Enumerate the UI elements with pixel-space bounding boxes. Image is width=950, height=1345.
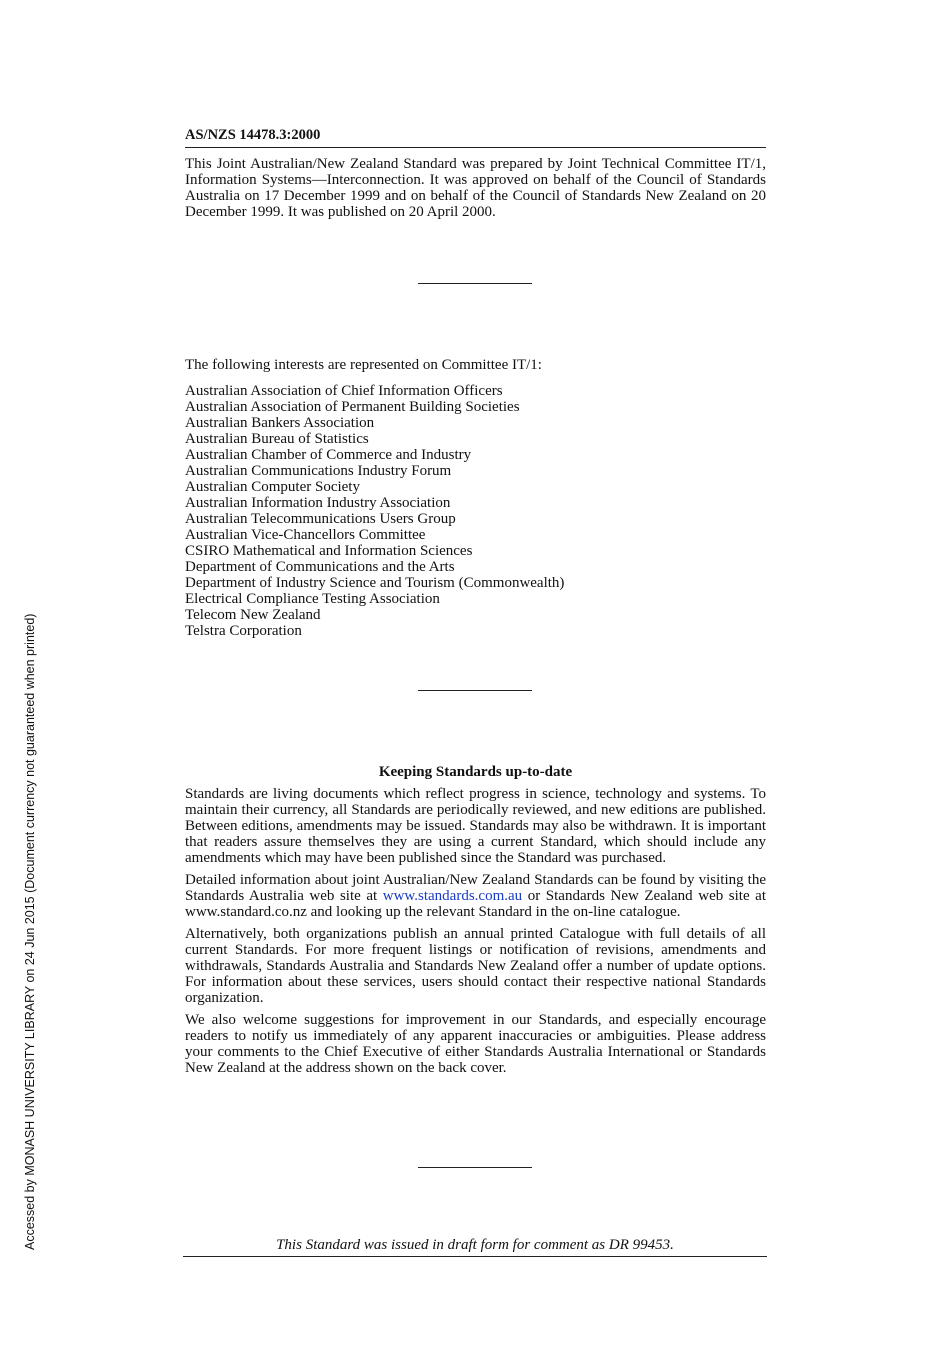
- committee-member: Telecom New Zealand: [185, 607, 321, 623]
- paragraph-suggestions: We also welcome suggestions for improvement in our Standards, and especially encourage readers to notify us immediately of any apparent inaccuracies or ambiguities. Please address your comments to the Chief Executive of either Standards Australia International or Standards New Zealand at the address shown on the back cover.: [185, 1012, 766, 1076]
- committee-member: CSIRO Mathematical and Information Sciences: [185, 543, 473, 559]
- committee-section: [185, 357, 766, 639]
- committee-member-list: [185, 383, 766, 639]
- committee-member: Australian Chamber of Commerce and Industry: [185, 447, 472, 463]
- approval-section: [185, 156, 766, 220]
- committee-member: Australian Bankers Association: [185, 415, 375, 431]
- committee-member: Australian Association of Chief Information Officers: [185, 383, 503, 399]
- committee-member: Australian Telecommunications Users Group: [185, 511, 456, 527]
- standard-id-header: AS/NZS 14478.3:2000: [185, 127, 766, 148]
- committee-member: Department of Communications and the Arts: [185, 559, 455, 575]
- committee-member: Australian Information Industry Association: [185, 495, 451, 511]
- committee-member: Australian Association of Permanent Building Societies: [185, 399, 520, 415]
- committee-member: Australian Vice-Chancellors Committee: [185, 527, 426, 543]
- access-watermark: Accessed by MONASH UNIVERSITY LIBRARY on 24 Jun 2015 (Document currency not guaranteed when printed): [23, 613, 37, 1250]
- committee-member: Australian Computer Society: [185, 479, 360, 495]
- section-divider: [418, 283, 532, 284]
- standards-australia-link[interactable]: www.standards.com.au: [382, 888, 523, 904]
- section-divider: [418, 1167, 532, 1168]
- paragraph-catalogue: Alternatively, both organizations publish an annual printed Catalogue with full details of all current Standards. For more frequent listings or notification of revisions, amendments and withdrawals, Standards Australia and Standards New Zealand offer a number of update options. For information about these services, users should contact their respective national Standards organization.: [185, 926, 766, 1006]
- committee-member: Electrical Compliance Testing Association: [185, 591, 440, 607]
- paragraph-text: Detailed information about joint Australian/New Zealand Standards can be found by visiting the Standards Australia web site at: [185, 872, 766, 904]
- section-heading: Keeping Standards up-to-date: [378, 764, 573, 780]
- committee-member: Australian Bureau of Statistics: [185, 431, 369, 447]
- section-divider: [418, 690, 532, 691]
- committee-intro: The following interests are represented on Committee IT/1:: [185, 357, 542, 373]
- committee-member: Telstra Corporation: [185, 623, 302, 639]
- committee-member: Department of Industry Science and Tourism (Commonwealth): [185, 575, 565, 591]
- draft-note-footer: This Standard was issued in draft form for comment as DR 99453.: [183, 1237, 767, 1257]
- committee-member: Australian Communications Industry Forum: [185, 463, 452, 479]
- paragraph-text: or Standards New Zealand web site at www.standard.co.nz and looking up the relevant Standard in the on-line catalogue.: [185, 888, 766, 920]
- keeping-up-to-date-section: [185, 764, 766, 1076]
- approval-paragraph: This Joint Australian/New Zealand Standard was prepared by Joint Technical Committee IT/1, Information Systems—Interconnection. It was approved on behalf of the Council of Standards Australia on 17 December 1999 and on behalf of the Council of Standards New Zealand on 20 December 1999. It was published on 20 April 2000.: [185, 156, 766, 220]
- paragraph-living-documents: Standards are living documents which reflect progress in science, technology and systems. To maintain their currency, all Standards are periodically reviewed, and new editions are published. Between editions, amendments may be issued. Standards may also be withdrawn. It is important that readers assure themselves they are using a current Standard, which should include any amendments which may have been published since the Standard was purchased.: [185, 786, 766, 866]
- paragraph-detailed-information: [185, 872, 766, 920]
